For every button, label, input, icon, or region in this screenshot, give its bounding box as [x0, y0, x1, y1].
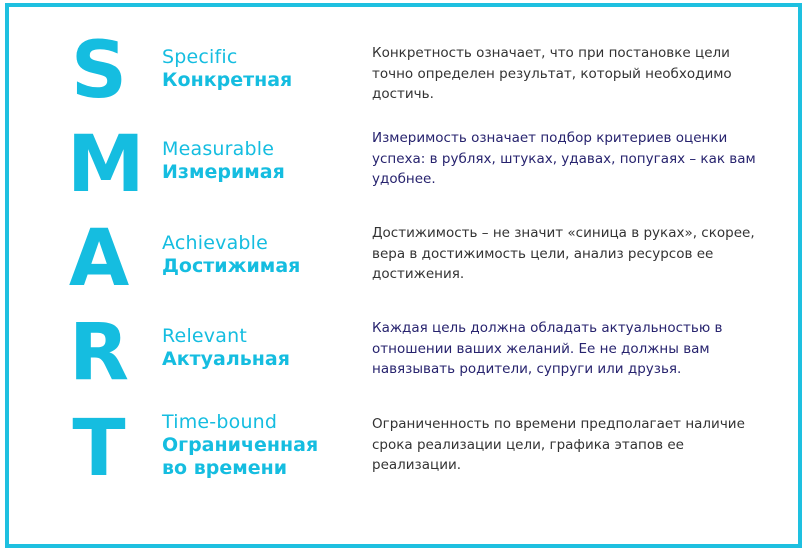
- term-ru-relevant: Актуальная: [162, 348, 290, 370]
- term-ru-achievable: Достижимая: [162, 255, 301, 277]
- term-en-time-bound: Time-bound: [162, 411, 278, 433]
- letter-t: T: [72, 404, 126, 494]
- letter-a: A: [68, 214, 130, 304]
- smart-frame: [5, 3, 802, 548]
- desc-relevant: Каждая цель должна обладать актуальностью в отношении ваших желаний. Ее не должны вам навязывать родители, супруги или друзья.: [372, 320, 723, 377]
- term-en-relevant: Relevant: [162, 325, 247, 347]
- desc-specific: Конкретность означает, что при постановке цели точно определен результат, который необходимо достичь.: [372, 45, 732, 102]
- letter-r: R: [68, 308, 130, 398]
- term-ru-measurable: Измеримая: [162, 161, 285, 183]
- term-en-specific: Specific: [162, 46, 238, 68]
- desc-time-bound: Ограниченность по времени предполагает наличие срока реализации цели, графика этапов ее реализации.: [372, 416, 745, 473]
- desc-measurable: Измеримость означает подбор критериев оценки успеха: в рублях, штуках, удавах, попугаях – как вам удобнее.: [372, 130, 756, 187]
- letter-m: M: [67, 120, 145, 210]
- letter-s: S: [70, 26, 128, 116]
- term-ru-time-bound: Ограниченная во времени: [162, 434, 319, 479]
- desc-achievable: Достижимость – не значит «синица в руках», скорее, вера в достижимость цели, анализ ресурсов ее достижения.: [372, 225, 755, 282]
- term-en-achievable: Achievable: [162, 232, 269, 254]
- term-en-measurable: Measurable: [162, 138, 275, 160]
- term-ru-specific: Конкретная: [162, 69, 293, 91]
